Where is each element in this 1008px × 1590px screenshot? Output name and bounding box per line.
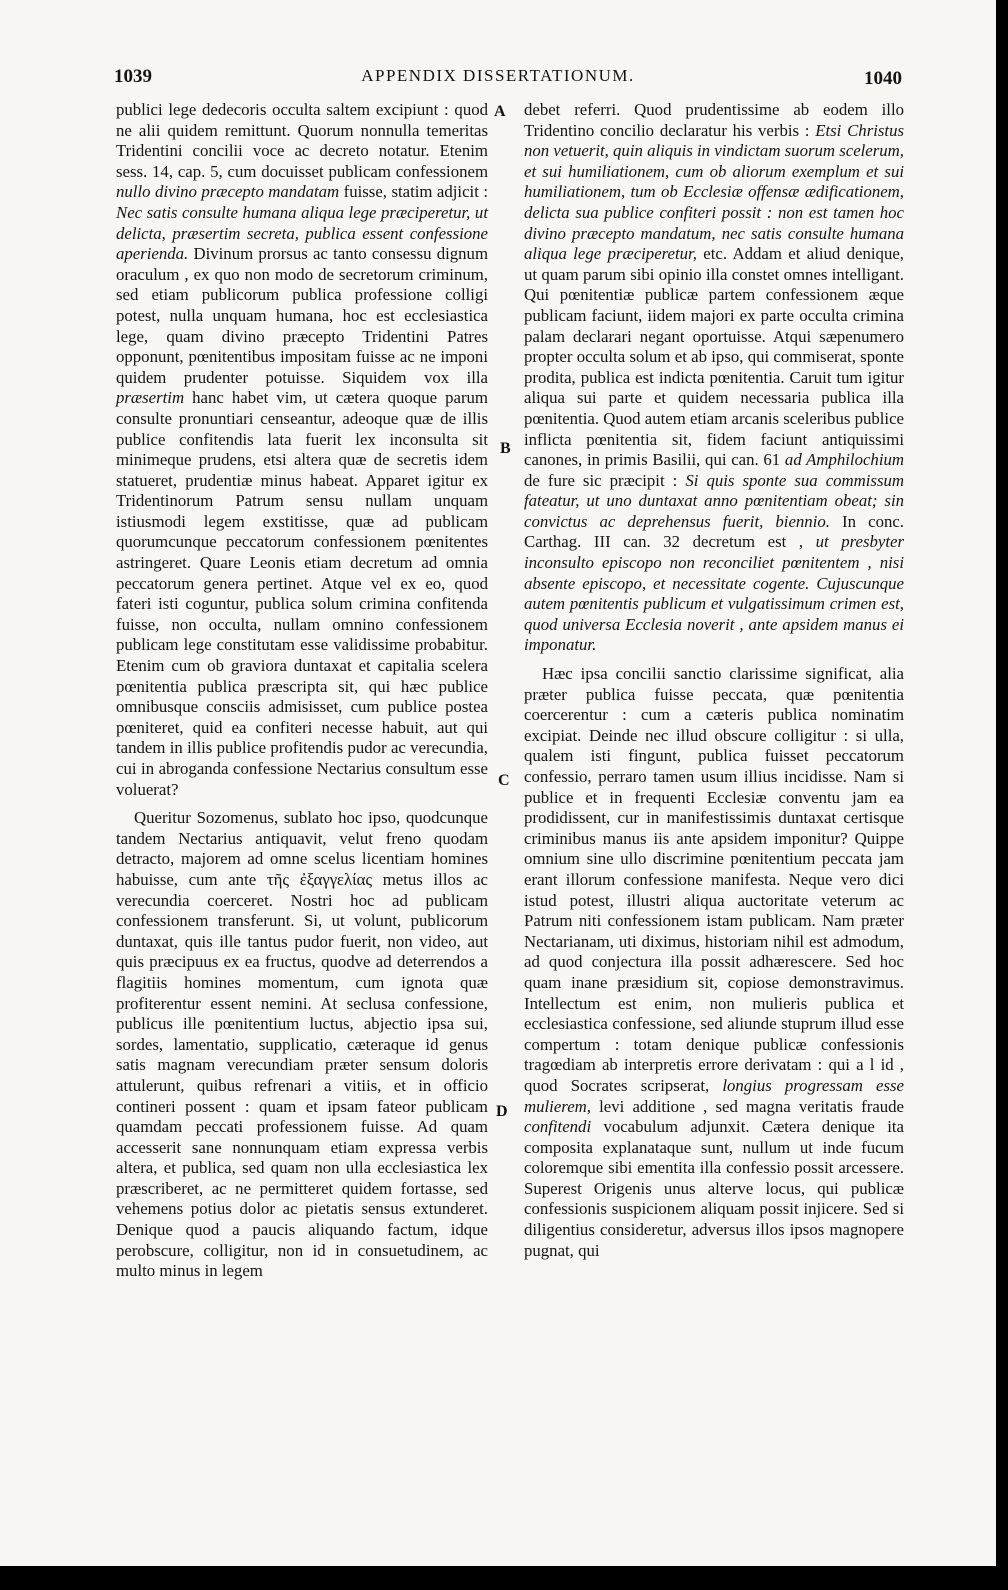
left-column <box>116 100 488 1282</box>
italic-text: longius progressam esse mulierem, <box>524 1075 904 1116</box>
italic-text: confitendi <box>524 1117 592 1137</box>
text-run: vocabulum adjunxit. Cætera denique ita composita explanataque sunt, nullum ut inde fucum coloremque sibi ementita illa confessio possit arcessere. Superest Origenis unus alterve locus, qui publicæ confessionis suspicionem aliquam possit injicere. Sed si diligentius consideretur, adversus illos ipsos magnopere pugnat, qui <box>524 1117 904 1260</box>
paragraph <box>116 100 488 800</box>
scan-border-bottom <box>0 1566 1008 1590</box>
text-run: Divinum prorsus ac tanto consessu dignum oraculum , ex quo non modo de secretorum criminum, sed etiam publicorum publica professione colligi potest, nulla unquam humana, hoc est ecclesiastica lege, quam divino præcepto Tridentini Patres opponunt, pœnitentibus impositam fuisse ac ne imponi quidem prudenter potuisse. Siquidem vox illa <box>116 244 488 387</box>
italic-text: nullo divino præcepto mandatam <box>116 182 340 202</box>
running-title: APPENDIX DISSERTATIONUM. <box>361 66 635 85</box>
italic-text: ut presbyter inconsulto episcopo non reconciliet pœnitentem , nisi absente episcopo, et necessitate cogente. Cujuscunque autem pœnitentis publicum et vulgatissimum crimen est, quod universa Ecclesia noverit , ante apsidem manus ei imponatur. <box>524 532 904 655</box>
paragraph <box>524 664 904 1261</box>
page-header <box>0 62 996 92</box>
margin-marker-a: A <box>494 103 506 120</box>
text-run: Queritur Sozomenus, sublato hoc ipso, quodcunque tandem Nectarius antiquavit, velut freno quodam detracto, majorem ad omne scelus licentiam homines habuisse, cum ante τῆς ἐξαγγελίας metus illos ac verecundia coerceret. Nostri hoc ad publicam confessionem transferunt. Si, ut volunt, publicorum duntaxat, quis ille tantus pudor fuerit, non video, aut quis præcipuus ex ea fructus, quodve ad deterrendos a flagitiis homines momentum, cum ignota quæ profiterentur essent nemini. At seclusa confessione, publicus ille pœnitentium luctus, abjectio ipsa sui, sordes, lamentatio, supplicatio, cæteraque id genus satis magnam verecundiam præter sensum doloris attulerunt, quibus refrenari a vitiis, et in officio contineri possent : quam et ipsam fateor publicam quamdam peccati professionem fuisse. Ad quam accesserit sane nonnunquam etiam expressa verbis altera, et publica, sed quam non ulla ecclesiastica lex præscriberet, ac ne permitteret quidem fortasse, sed vehemens potius dolor ac pietatis sensus extunderet. Denique quod a paucis aliquando factum, idque perobscure, colligitur, non id in consuetudinem, ac multo minus in legem <box>116 808 488 1281</box>
italic-text: Nec satis consulte humana aliqua lege præciperetur, ut delicta, præsertim secreta, publica essent confessione aperienda. <box>116 202 488 264</box>
paragraph <box>524 100 904 656</box>
paragraph <box>116 808 488 1282</box>
italic-text: Etsi Christus non vetuerit, quin aliquis in vindictam suorum scelerum, et sui humiliationem, cum ob aliorum exemplum et sui humiliationem, tum ob Ecclesiæ offensæ ædificationem, delicta sua publice confiteri possit : non est tamen hoc divino præcepto mandatum, nec satis consulte humana aliqua lege præciperetur, <box>524 120 904 264</box>
text-run: debet referri. Quod prudentissime ab eodem illo Tridentino concilio declaratur his verbis : <box>524 100 904 140</box>
right-column <box>524 100 904 1261</box>
text-run: de fure sic præcipit : <box>524 470 686 490</box>
margin-marker-d: D <box>496 1103 508 1120</box>
scan-border-right <box>996 0 1008 1590</box>
italic-text: ad Amphilochium <box>784 450 904 470</box>
italic-text: Si quis sponte sua commissum fateatur, ut uno duntaxat anno pœnitentiam obeat; sin convictus ac deprehensus fuerit, biennio. <box>524 470 905 531</box>
italic-text: præsertim <box>116 388 185 408</box>
page-number-left: 1039 <box>114 66 152 87</box>
margin-marker-b: B <box>500 440 511 457</box>
text-run: Hæc ipsa concilii sanctio clarissime significat, alia præter publica fuisse peccata, quæ pœnitentia coercerentur : cum a cæteris publica nominatim excipiat. Deinde nec illud obscure colligitur : si ulla, qualem isti fingunt, publica fuisset peccatorum confessio, perraro tamen usum illius incidisse. Nam si publice et in frequenti Ecclesiæ conventu jam ea prodidissent, cur in manifestissimis duntaxat certisque criminibus manus iis ante apsidem imponitur? Quippe omnium sine ullo discrimine pœnitentium peccata jam erant illorum confessione manifesta. Neque vero dici istud potest, illustri aliqua auctoritate veterum ac Patrum niti confessionem istam publicam. Nam præter Nectarianam, uti diximus, historiam nihil est admodum, ad quod conjectura illa possit adhærescere. Sed hoc quam inane præsidium sit, copiose demonstravimus. Intellectum est enim, non mulieris publica et ecclesiastica confessione, sed aliunde stuprum illud esse compertum : totam denique publicæ confessionis tragœdiam ab interpretis errore derivatam : qui a l id , quod Socrates scripserat, <box>524 664 904 1095</box>
text-run: publici lege dedecoris occulta saltem excipiunt : quod ne alii quidem remittunt. Quorum nonnulla temeritas Tridentini concilii voce ac decreto notatur. Etenim sess. 14, cap. 5, cum docuisset publicam confessionem <box>116 100 488 181</box>
text-run: fuisse, statim adjicit : <box>339 182 488 202</box>
text-run: levi additione , sed magna veritatis fraude <box>590 1096 904 1116</box>
text-run: hanc habet vim, ut cætera quoque parum consulte pronuntiari censeantur, adeoque quæ de illis publice confitendis lata fuerit lex inconsulta sit minimeque prudens, etsi altera quæ de secretis idem statueret, prudentiæ minus habeat. Apparet igitur ex Tridentinorum Patrum sensu nullam unquam istiusmodi legem exstitisse, quæ ad publicam quorumcunque peccatorum confessionem pœnitentes astringeret. Quare Leonis etiam decretum ad omnia peccatorum genera pertinet. Atque vel ex eo, quod fateri isti coguntur, publica solum crimina confitenda fuisse, non occulta, nullam omnino confessionem publicam lege constitutam esse validissime probabitur. Etenim cum ob graviora duntaxat et capitalia scelera pœnitentia publica præscripta sit, qui hæc publice omnibusque consciis admisisset, cum publice postea pœniteret, quid ea confiteri necesse habuit, aut qui tandem in illis publice profitendis pudor ac verecundia, cui in abroganda confessione Nectarius consultum esse voluerat? <box>116 388 488 799</box>
page-number-right: 1040 <box>864 68 902 89</box>
text-run: In conc. Carthag. III can. 32 decretum est , <box>524 511 904 552</box>
margin-marker-c: C <box>498 772 510 789</box>
text-run: etc. Addam et aliud denique, ut quam parum sibi opinio illa constet omnes intelligant. Qui pœnitentiæ publicæ partem confessionem æque publicam faciunt, iidem majori ex parte occulta crimina palam declarari negant oportuisse. Atqui sæpenumero propter occulta solum et ab ipso, qui commiserat, sponte prodita, publica est indicta pœnitentia. Caruit tum igitur aliqua sui parte et quidem necessaria publica illa pœnitentia. Quod autem etiam arcanis sceleribus publice inflicta pœnitentia sit, fidem faciunt antiquissimi canones, in primis Basilii, qui can. 61 <box>524 244 904 470</box>
